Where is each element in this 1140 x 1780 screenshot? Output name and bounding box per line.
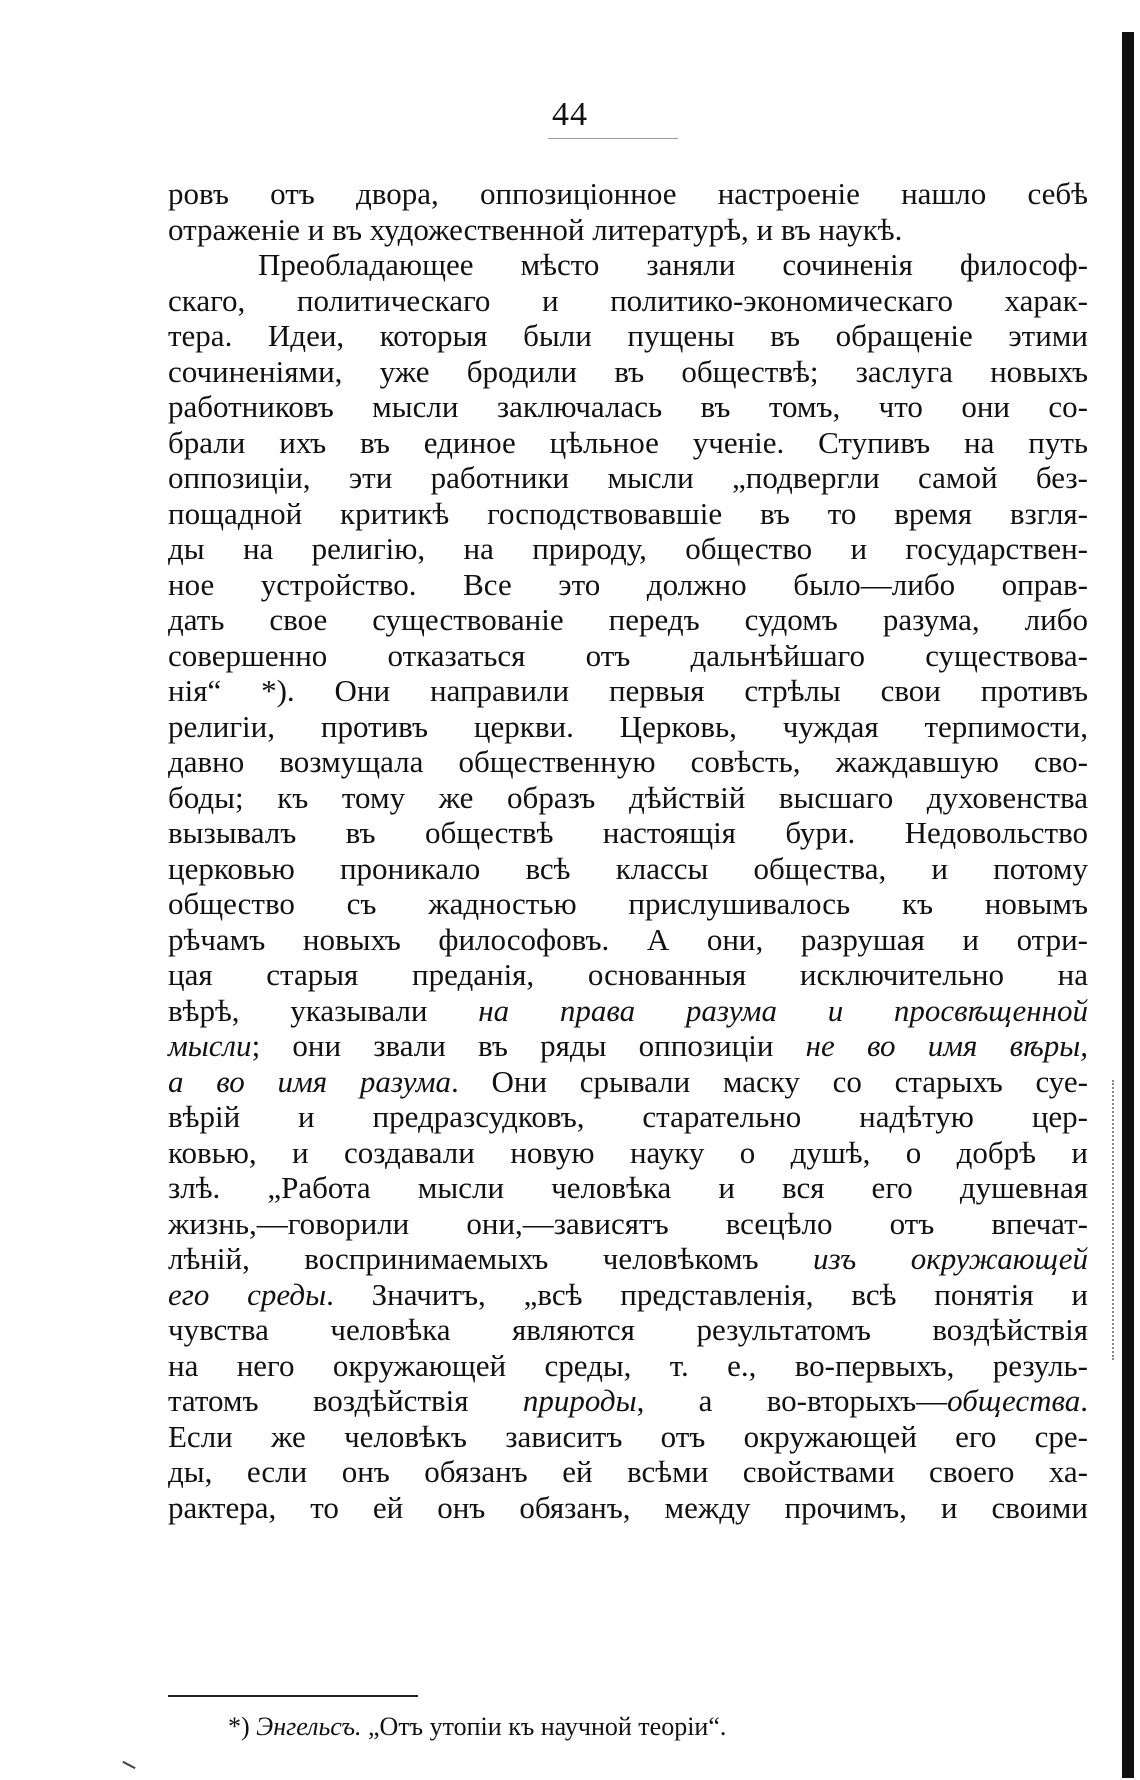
text-segment: ное устройство. Все это должно было—либо оправ- [168,566,1088,602]
text-segment: ковью, и создавали новую науку о душѣ, о добрѣ и [168,1134,1088,1170]
italic-segment: не во имя вѣры, [805,1028,1088,1063]
italic-segment: изъ окружающей [813,1241,1088,1276]
text-line [168,673,1088,709]
text-line [168,638,1088,674]
text-line [168,354,1088,390]
text-segment: отраженіе и въ художественной литературѣ, и въ наукѣ. [168,211,903,247]
footnote-author: Энгельсъ. [256,1712,362,1741]
text-line [168,283,1088,319]
italic-segment: общества [947,1383,1081,1418]
text-segment: брали ихъ въ единое цѣльное ученіе. Ступивъ на путь [168,424,1088,460]
italic-segment: природы [522,1383,637,1418]
text-line [168,212,1088,248]
text-line [168,460,1088,496]
text-segment: работниковъ мысли заключалась въ томъ, что они со- [168,389,1088,424]
text-segment: жизнь,—говорили они,—зависятъ всецѣло отъ впечат- [168,1205,1088,1241]
text-segment: дать свое существованіе передъ судомъ разума, либо [168,602,1088,637]
text-line [168,247,1088,283]
scan-mark [122,1761,135,1769]
text-segment: ; они звали въ ряды оппозиціи [251,1028,806,1063]
italic-segment: на права разума и просвѣщенной [478,992,1088,1028]
text-line [168,318,1088,354]
text-line [168,1348,1088,1384]
text-line [168,1064,1088,1100]
text-segment: , а во-вторыхъ— [636,1383,948,1418]
text-segment: ды, если онъ обязанъ ей всѣми свойствами своего ха- [168,1454,1088,1489]
text-segment: нія“ *). Они направили первыя стрѣлы свои противъ [168,673,1088,708]
text-line [168,1206,1088,1242]
text-line [168,1490,1088,1526]
italic-segment: его среды [168,1276,327,1312]
text-segment: давно возмущала общественную совѣсть, жаждавшую сво- [168,744,1088,779]
text-segment: тера. Идеи, которыя были пущены въ обращеніе этими [168,318,1088,353]
text-segment: лѣній, воспринимаемыхъ человѣкомъ [168,1241,813,1276]
text-line [168,957,1088,993]
text-line [168,602,1088,638]
text-segment: . Значитъ, „всѣ представленія, всѣ понятія и [326,1276,1088,1312]
text-line [168,425,1088,461]
text-segment: боды; къ тому же образъ дѣйствій высшаго духовенства [168,779,1088,815]
text-line [168,1028,1088,1064]
footnote-text: „Отъ утопіи къ научной теоріи“. [368,1712,727,1741]
text-segment: вѣрѣ, указывали [168,992,479,1028]
text-segment: чувства человѣка являются результатомъ воздѣйствія [168,1312,1088,1347]
page-number: 44 [552,96,588,133]
text-segment: вызывалъ въ обществѣ настоящія бури. Недовольство [168,815,1088,850]
text-segment: . Они срывали маску со старыхъ суе- [451,1063,1088,1099]
footnote-rule [168,1695,418,1697]
text-line [168,851,1088,887]
text-line [168,886,1088,922]
text-segment: Преобладающее мѣсто заняли сочиненія философ- [258,247,1088,282]
text-line [168,1135,1088,1171]
text-segment: сочиненіями, уже бродили въ обществѣ; заслуга новыхъ [168,353,1088,389]
text-segment: . [1080,1383,1088,1418]
text-segment: злѣ. „Работа мысли человѣка и вся его душевная [168,1170,1088,1205]
text-segment: рактера, то ей онъ обязанъ, между прочимъ, и своими [168,1489,1088,1525]
text-line [168,709,1088,745]
text-segment: рѣчамъ новыхъ философовъ. А они, разрушая и отри- [168,921,1088,957]
text-line [168,922,1088,958]
body-text [168,176,1088,1525]
text-segment: общество съ жадностью прислушивалось къ новымъ [168,886,1088,921]
text-segment: религіи, противъ церкви. Церковь, чуждая терпимости, [168,708,1088,744]
text-line [168,1454,1088,1490]
text-line [168,1099,1088,1135]
text-line [168,993,1088,1029]
italic-segment: а во имя разума [168,1063,452,1099]
text-line [168,815,1088,851]
text-line [168,1383,1088,1419]
text-line [168,531,1088,567]
text-segment: ровъ отъ двора, оппозиціонное настроеніе нашло себѣ [168,176,1088,211]
text-segment: совершенно отказаться отъ дальнѣйшаго существова- [168,637,1088,673]
footnote-marker: *) [228,1712,250,1741]
italic-segment: мысли [168,1028,252,1063]
text-segment: татомъ воздѣйствія [168,1383,523,1418]
text-segment: оппозиціи, эти работники мысли „подвергли самой без- [168,460,1088,495]
text-segment: ды на религію, на природу, общество и государствен- [168,531,1088,566]
text-line [168,567,1088,603]
text-segment: церковью проникало всѣ классы общества, и потому [168,850,1088,886]
text-segment: пощадной критикѣ господствовавшіе въ то время взгля- [168,495,1088,531]
scan-edge-specks [1110,1080,1114,1360]
text-line [168,780,1088,816]
text-line [168,389,1088,425]
text-line [168,744,1088,780]
text-segment: вѣрій и предразсудковъ, старательно надѣтую цер- [168,1099,1088,1134]
text-line [168,1312,1088,1348]
text-segment: цая старыя преданія, основанныя исключительно на [168,957,1088,992]
text-segment: на него окружающей среды, т. е., во-первыхъ, резуль- [168,1347,1088,1383]
text-segment: скаго, политическаго и политико-экономическаго харак- [168,282,1088,318]
header-rule [548,138,678,139]
footnote [228,1712,726,1742]
text-segment: Если же человѣкъ зависитъ отъ окружающей его сре- [168,1418,1088,1454]
text-line [168,1170,1088,1206]
text-line [168,1241,1088,1277]
text-line [168,176,1088,212]
scan-edge-bar [1122,32,1134,1778]
text-line [168,1419,1088,1455]
text-line [168,1277,1088,1313]
text-line [168,496,1088,532]
